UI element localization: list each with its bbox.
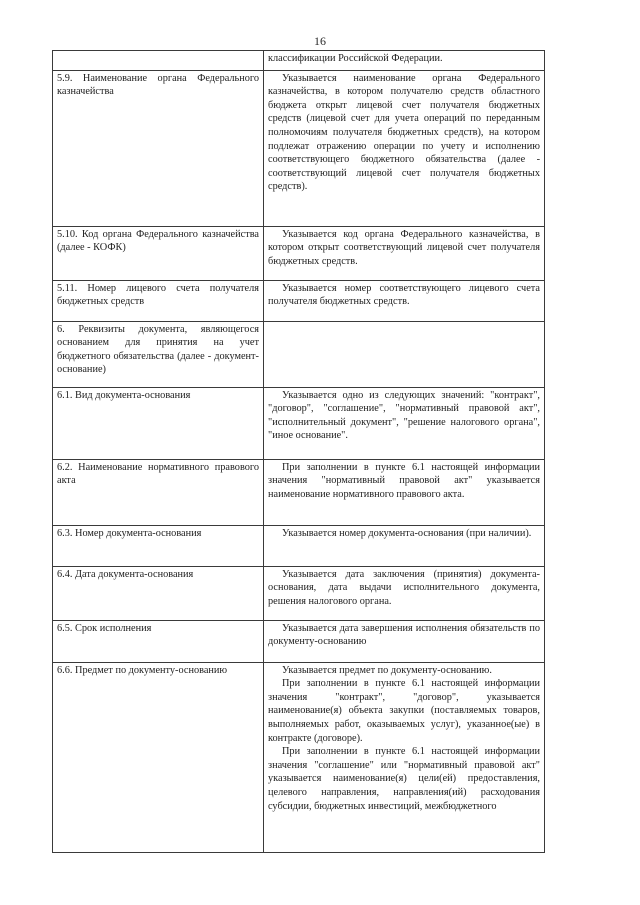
table-row: [53, 280, 545, 321]
description-paragraph: Указывается код органа Федерального казначейства, в котором открыт соответствующий лицевой счет получателя бюджетных средств.: [268, 228, 540, 267]
field-name-cell: 5.9. Наименование органа Федерального казначейства: [53, 70, 264, 226]
table-row: [53, 321, 545, 387]
table-row: [53, 226, 545, 280]
table-row: [53, 70, 545, 226]
field-description-cell: [264, 662, 545, 852]
description-paragraph: При заполнении в пункте 6.1 настоящей информации значения "соглашение" или "нормативный правовой акт" указывается наименование(я) цели(ей) предоставления, целевого направления, направления(ий) расходования субсидии, бюджетных инвестиций, межбюджетного: [268, 746, 540, 812]
field-description-cell: [264, 280, 545, 321]
table-row: [53, 459, 545, 525]
description-paragraph: Указывается наименование органа Федерального казначейства, в котором получателю средств областного бюджета открыт лицевой счет получателя бюджетных средств (лицевой счет для учета операций по переданным полномочиям получателя бюджетных средств), на котором подлежат отражению операции по учету и исполнению соответствующего бюджетного обязательства (далее - соответствующий лицевой счет получателя бюджетных средств).: [268, 72, 540, 193]
field-name-cell: 6.2. Наименование нормативного правового акта: [53, 459, 264, 525]
field-description-cell: [264, 387, 545, 459]
page-number: 16: [314, 34, 326, 48]
table-row: [53, 387, 545, 459]
instructions-table: [52, 50, 545, 853]
field-description-cell: [264, 620, 545, 662]
field-name-cell: 6.3. Номер документа-основания: [53, 525, 264, 566]
description-paragraph: Указывается дата завершения исполнения обязательств по документу-основанию: [268, 622, 540, 648]
field-description-cell: [264, 70, 545, 226]
description-paragraph: Указывается дата заключения (принятия) документа-основания, дата выдачи исполнительного документа, решения налогового органа.: [268, 568, 540, 607]
field-name-cell: 6.5. Срок исполнения: [53, 620, 264, 662]
field-name-cell: 5.10. Код органа Федерального казначейства (далее - КОФК): [53, 226, 264, 280]
description-paragraph: Указывается предмет по документу-основанию.: [282, 664, 492, 676]
description-paragraph: Указывается одно из следующих значений: "контракт", "договор", "соглашение", "нормативный правовой акт", "исполнительный документ", "решение налогового органа", "иное основание".: [268, 389, 540, 442]
table-row: [53, 662, 545, 852]
field-name-cell: 6.1. Вид документа-основания: [53, 387, 264, 459]
field-name-cell: 5.11. Номер лицевого счета получателя бюджетных средств: [53, 280, 264, 321]
description-paragraph: Указывается номер соответствующего лицевого счета получателя бюджетных средств.: [268, 282, 540, 308]
field-description-cell: [264, 566, 545, 620]
field-name-cell: 6. Реквизиты документа, являющегося основанием для принятия на учет бюджетного обязательства (далее - документ-основание): [53, 321, 264, 387]
field-description-cell: [264, 459, 545, 525]
field-description-cell: [264, 525, 545, 566]
table-row: [53, 566, 545, 620]
field-name-cell: [53, 51, 264, 71]
field-description-cell: [264, 226, 545, 280]
table-row: [53, 51, 545, 71]
description-paragraph: классификации Российской Федерации.: [268, 53, 443, 64]
description-paragraph: При заполнении в пункте 6.1 настоящей информации значения "нормативный правовой акт" указывается наименование нормативного правового акта.: [268, 461, 540, 500]
description-paragraph: При заполнении в пункте 6.1 настоящей информации значения "контракт", "договор", указывается наименование(я) объекта закупки (поставляемых товаров, выполняемых работ, оказываемых услуг), указанное(ые) в контракте (договоре).: [268, 678, 540, 744]
field-description-cell: [264, 321, 545, 387]
table-row: [53, 525, 545, 566]
table-row: [53, 620, 545, 662]
description-paragraph: Указывается номер документа-основания (при наличии).: [282, 527, 532, 539]
field-name-cell: 6.4. Дата документа-основания: [53, 566, 264, 620]
field-name-cell: 6.6. Предмет по документу-основанию: [53, 662, 264, 852]
field-description-cell: [264, 51, 545, 71]
